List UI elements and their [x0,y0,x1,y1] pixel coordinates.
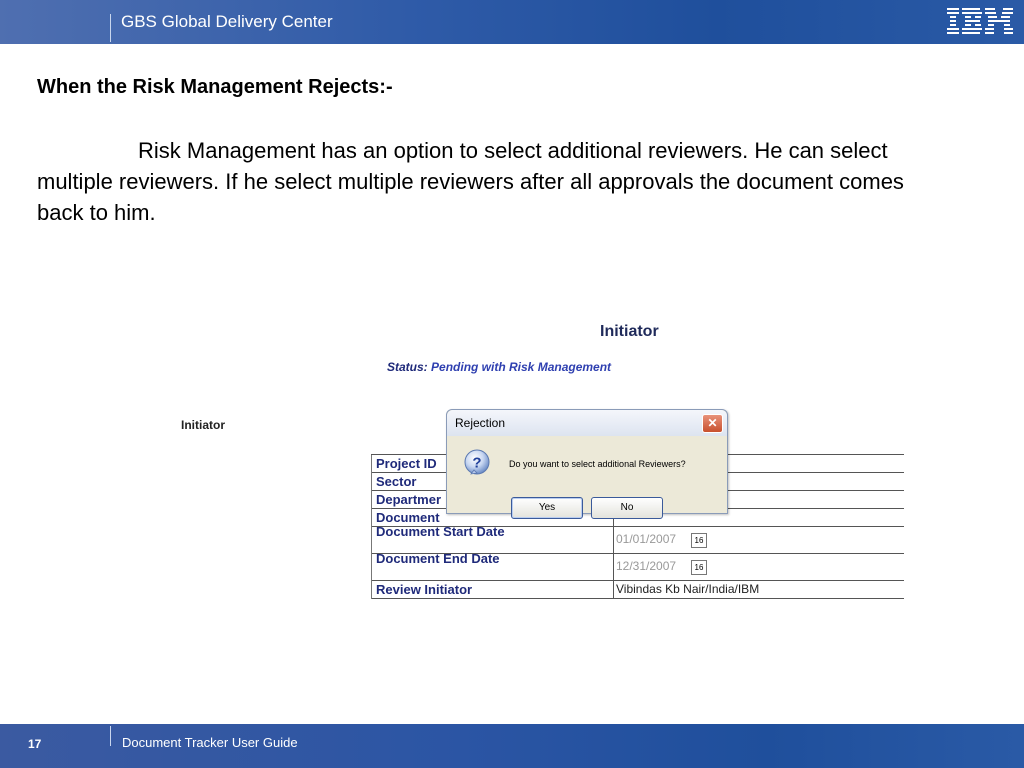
footer-guide-title: Document Tracker User Guide [122,735,298,750]
dialog-titlebar [447,410,727,436]
header-divider [110,14,111,42]
slide-paragraph [37,135,917,228]
form-row-review-initiator [371,581,904,599]
no-button[interactable]: No [591,497,663,519]
svg-text:?: ? [472,454,482,472]
start-date-field[interactable]: 01/01/2007 [616,532,677,546]
form-row-end-date [371,551,904,581]
status-line [387,360,611,374]
header-bar [0,0,1024,44]
form-label: Departmer [376,492,442,507]
footer-divider [110,726,111,746]
form-label: Document [376,510,440,525]
end-date-field[interactable]: 12/31/2007 [616,559,677,573]
page-number: 17 [28,737,42,751]
form-label: Project ID [376,456,437,471]
slide-heading: When the Risk Management Rejects:- [37,76,393,98]
rejection-dialog [446,409,728,514]
form-label: Review Initiator [376,582,473,597]
form-label: Document End Date [376,551,500,566]
yes-button[interactable]: Yes [511,497,583,519]
form-label: Document Start Date [376,524,505,539]
form-label: Sector [376,474,417,489]
status-value: Pending with Risk Management [431,360,612,374]
status-label: Status: [387,360,428,374]
review-initiator-value: Vibindas Kb Nair/India/IBM [616,582,760,596]
dialog-title: Rejection [455,416,506,430]
dialog-message: Do you want to select additional Reviewers? [509,459,686,469]
close-icon[interactable]: ✕ [702,414,723,433]
header-title: GBS Global Delivery Center [121,12,333,31]
calendar-icon[interactable]: 16 [691,533,707,548]
question-icon [462,448,492,478]
paragraph-text: Risk Management has an option to select additional reviewers. He can select multiple reviewers. If he select multiple reviewers after all approvals the document comes back to him. [37,138,904,225]
initiator-section-label: Initiator [181,418,225,432]
screenshot-title: Initiator [600,323,659,340]
calendar-icon[interactable]: 16 [691,560,707,575]
footer-bar [0,724,1024,768]
ibm-logo-icon [947,6,1015,36]
